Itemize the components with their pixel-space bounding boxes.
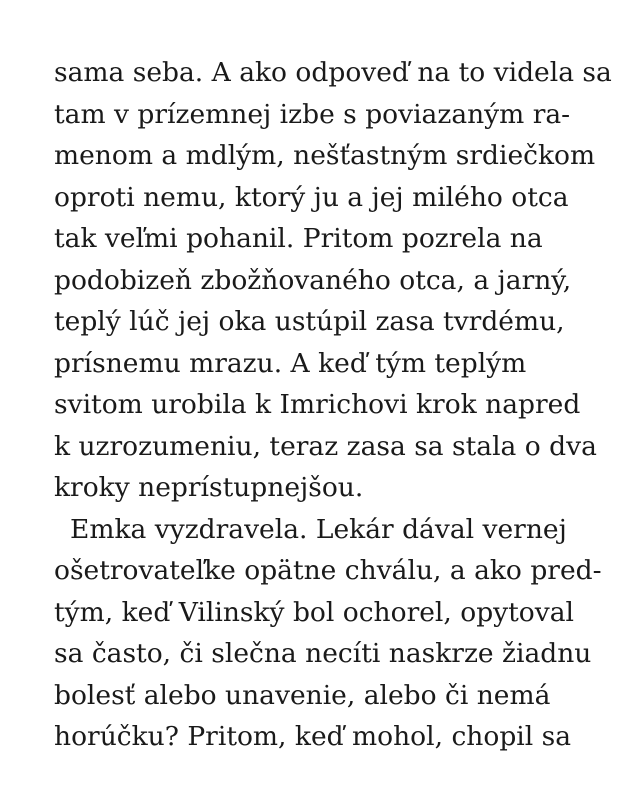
body-text xyxy=(54,52,612,758)
paragraph-start-line: Emka vyzdravela. Lekár dával vernej xyxy=(70,513,567,545)
text-line: tam v prízemnej izbe s poviazaným ra- xyxy=(54,98,571,130)
text-line: bolesť alebo unavenie, alebo či nemá xyxy=(54,679,551,711)
text-line: kroky neprístupnejšou. xyxy=(54,472,364,503)
text-line: k uzrozumeniu, teraz zasa sa stala o dva xyxy=(54,430,597,462)
text-line: tak veľmi pohanil. Pritom pozrela na xyxy=(54,223,543,254)
text-line: podobizeň zbožňovaného otca, a jarný, xyxy=(54,264,572,296)
text-line: horúčku? Pritom, keď mohol, chopil sa xyxy=(54,721,572,752)
text-line: teplý lúč jej oka ustúpil zasa tvrdému, xyxy=(54,306,565,337)
text-line: prísnemu mrazu. A keď tým teplým xyxy=(54,347,527,379)
text-line: sa často, či slečna necíti naskrze žiadnu xyxy=(54,638,592,669)
text-line: menom a mdlým, nešťastným srdiečkom xyxy=(54,140,596,171)
text-line: tým, keď Vilinský bol ochorel, opytoval xyxy=(54,596,574,628)
text-line: oproti nemu, ktorý ju a jej milého otca xyxy=(54,181,569,213)
text-line: ošetrovateľke opätne chválu, a ako pred- xyxy=(54,555,602,586)
text-line: svitom urobila k Imrichovi krok napred xyxy=(54,389,581,420)
text-line: sama seba. A ako odpoveď na to videla sa xyxy=(54,57,612,88)
